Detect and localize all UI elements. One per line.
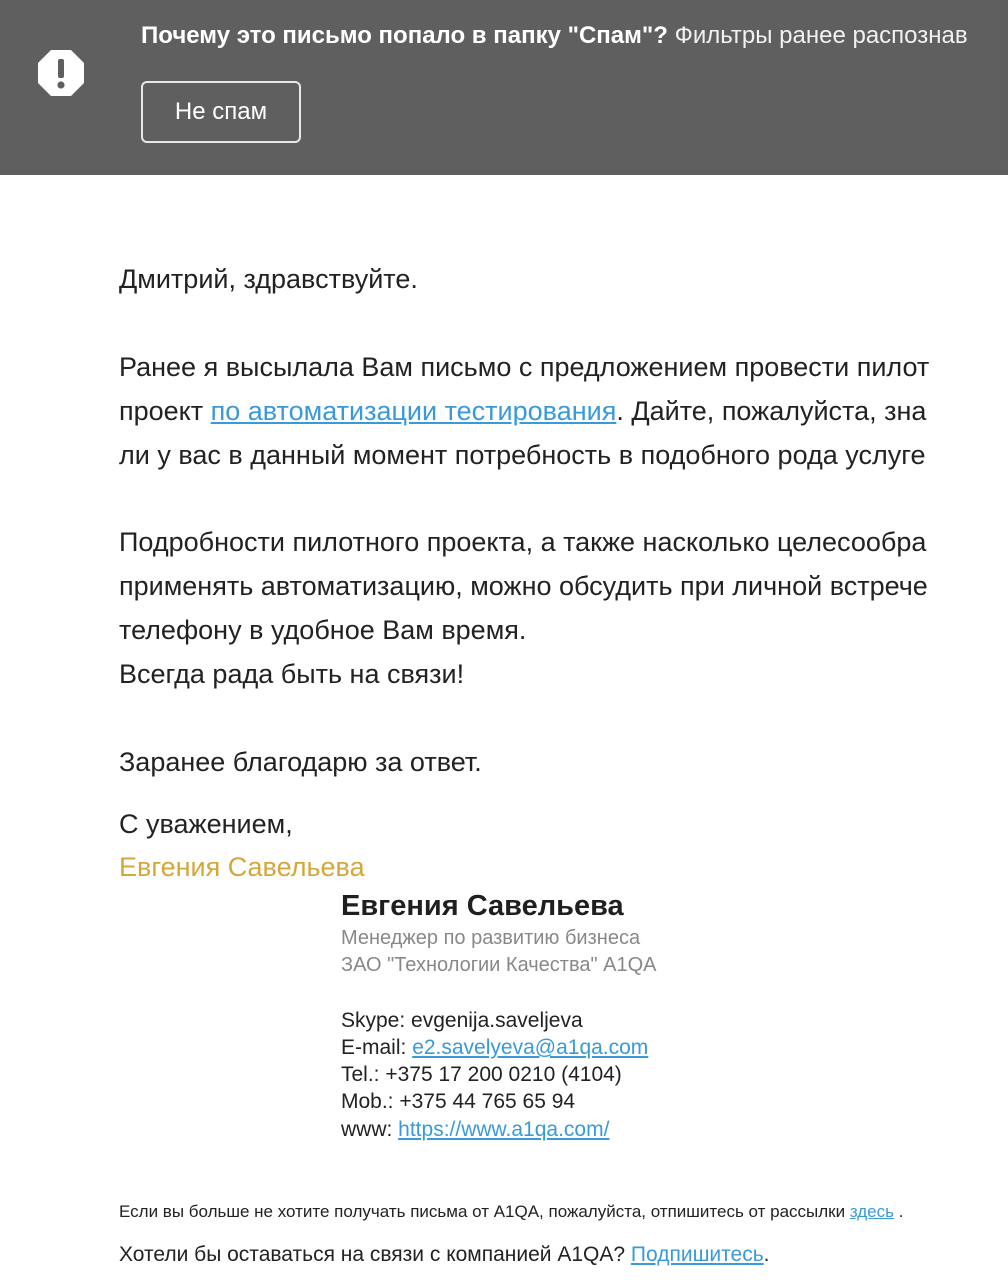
sender-name: Евгения Савельева	[119, 852, 365, 882]
spam-explanation: Фильтры ранее распознав	[674, 22, 968, 49]
spam-reason-text	[141, 22, 968, 50]
paragraph-2-line-3: телефону в удобное Вам время.	[119, 615, 527, 645]
signature-email-row	[341, 1036, 648, 1060]
signature-company: ЗАО "Технологии Качества" A1QA	[341, 954, 657, 976]
paragraph-1-suffix: . Дайте, пожалуйста, зна	[616, 396, 927, 426]
paragraph-1-line-1: Ранее я высылала Вам письмо с предложением провести пилот	[119, 352, 930, 382]
subscribe-link[interactable]: Подпишитесь	[630, 1243, 764, 1266]
signature-role: Менеджер по развитию бизнеса	[341, 927, 641, 949]
unsubscribe-end: .	[894, 1202, 904, 1221]
signature-skype: Skype: evgenija.saveljeva	[341, 1009, 583, 1032]
greeting: Дмитрий, здравствуйте.	[119, 264, 418, 294]
warning-icon	[36, 48, 86, 98]
signature-mob: Mob.: +375 44 765 65 94	[341, 1090, 576, 1113]
thanks-line: Заранее благодарю за ответ.	[119, 747, 482, 777]
www-label: www:	[341, 1118, 399, 1141]
spam-warning-banner	[0, 0, 1008, 175]
automation-testing-link[interactable]: по автоматизации тестирования	[210, 396, 617, 426]
paragraph-2-line-2: применять автоматизацию, можно обсудить при личной встрече	[119, 571, 928, 601]
subscribe-line	[119, 1243, 770, 1267]
paragraph-1-line-2	[119, 389, 926, 433]
subscribe-text: Хотели бы оставаться на связи с компанией A1QA?	[119, 1243, 631, 1266]
email-label: E-mail:	[341, 1036, 413, 1059]
paragraph-1-prefix: проект	[119, 396, 211, 426]
unsubscribe-line	[119, 1202, 903, 1222]
signature-www-row	[341, 1118, 609, 1142]
paragraph-1-line-3: ли у вас в данный момент потребность в подобного рода услуге	[119, 440, 926, 470]
regards-line: С уважением,	[119, 809, 293, 839]
paragraph-2-line-1: Подробности пилотного проекта, а также насколько целесообра	[119, 527, 927, 557]
unsubscribe-link[interactable]: здесь	[849, 1202, 894, 1221]
signature-tel: Tel.: +375 17 200 0210 (4104)	[341, 1063, 622, 1086]
signature-email-link[interactable]: e2.savelyeva@a1qa.com	[412, 1036, 649, 1059]
signature-name: Евгения Савельева	[341, 890, 624, 922]
paragraph-2-line-4: Всегда рада быть на связи!	[119, 659, 465, 689]
unsubscribe-text: Если вы больше не хотите получать письма от A1QA, пожалуйста, отпишитесь от рассылки	[119, 1202, 850, 1221]
subscribe-end: .	[763, 1243, 770, 1266]
not-spam-button[interactable]: Не спам	[141, 81, 301, 143]
spam-question: Почему это письмо попало в папку "Спам"?	[141, 22, 668, 49]
website-link[interactable]: https://www.a1qa.com/	[398, 1118, 610, 1141]
